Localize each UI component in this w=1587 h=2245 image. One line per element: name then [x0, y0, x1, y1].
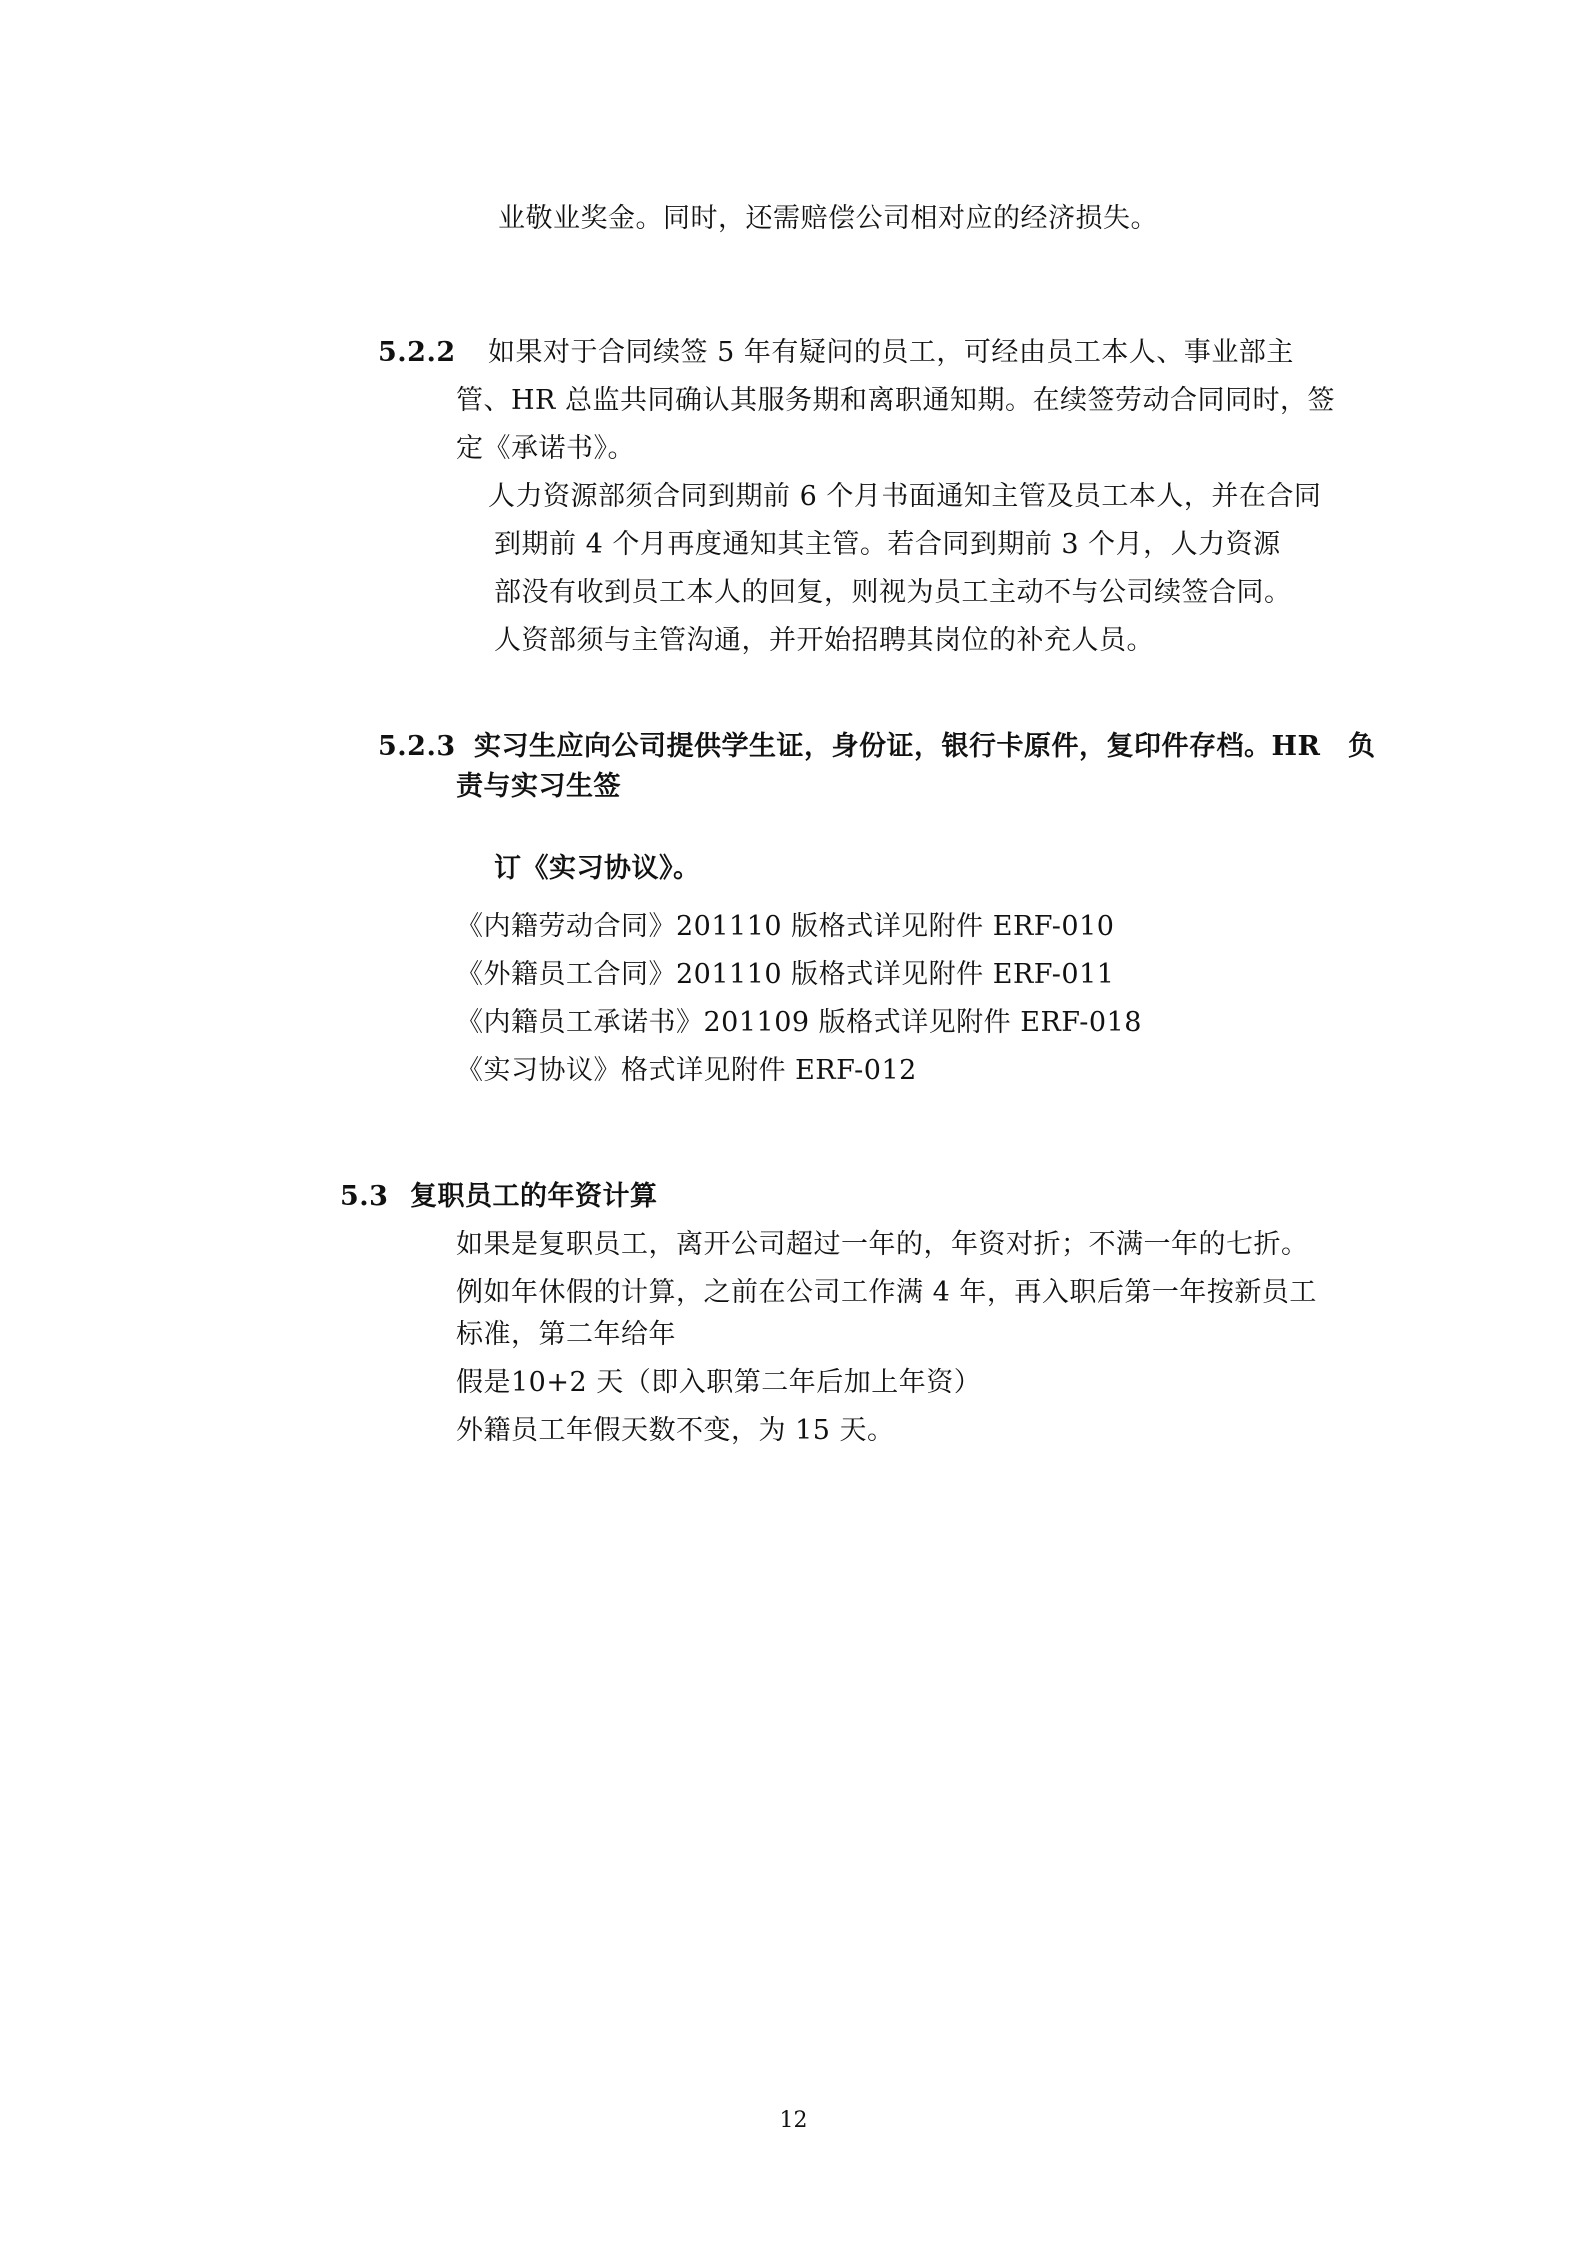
paragraph-line: 管、HR 总监共同确认其服务期和离职通知期。在续签劳动合同同时，签	[456, 385, 1335, 416]
paragraph-line: 标准，第二年给年	[456, 1319, 676, 1350]
paragraph-line: 订《实习协议》。	[494, 853, 701, 884]
paragraph-text: 实习生应向公司提供学生证，身份证，银行卡原件，复印件存档。HR 负	[474, 731, 1376, 762]
section-number: 5.2.3	[378, 731, 456, 762]
paragraph-line: 责与实习生签	[456, 771, 621, 802]
section-number: 5.2.2	[378, 337, 456, 368]
attachment-item: 《外籍员工合同》201110 版格式详见附件 ERF-011	[456, 959, 1115, 990]
paragraph-line: 外籍员工年假天数不变，为 15 天。	[456, 1415, 895, 1446]
section-5-2-2-line	[378, 336, 1294, 370]
intro-line: 业敬业奖金。同时，还需赔偿公司相对应的经济损失。	[498, 203, 1158, 234]
paragraph-line: 到期前 4 个月再度通知其主管。若合同到期前 3 个月，人力资源	[494, 529, 1281, 560]
paragraph-line: 人力资源部须合同到期前 6 个月书面通知主管及员工本人，并在合同	[488, 481, 1322, 512]
attachment-item: 《实习协议》格式详见附件 ERF-012	[456, 1055, 917, 1086]
paragraph-line: 如果是复职员工，离开公司超过一年的，年资对折；不满一年的七折。	[456, 1229, 1309, 1260]
attachment-item: 《内籍员工承诺书》201109 版格式详见附件 ERF-018	[456, 1007, 1142, 1038]
paragraph-line: 部没有收到员工本人的回复，则视为员工主动不与公司续签合同。	[494, 577, 1292, 608]
paragraph-line: 定《承诺书》。	[456, 433, 635, 464]
section-title: 复职员工的年资计算	[410, 1181, 658, 1212]
paragraph-line: 假是10+2 天（即入职第二年后加上年资）	[456, 1367, 982, 1398]
attachment-item: 《内籍劳动合同》201110 版格式详见附件 ERF-010	[456, 911, 1115, 942]
page-number: 12	[779, 2108, 808, 2133]
paragraph-line: 人资部须与主管沟通，并开始招聘其岗位的补充人员。	[494, 625, 1154, 656]
section-5-2-3-line	[378, 730, 1375, 764]
section-5-3-heading	[340, 1180, 658, 1214]
section-number: 5.3	[340, 1181, 389, 1212]
paragraph-text: 如果对于合同续签 5 年有疑问的员工，可经由员工本人、事业部主	[488, 337, 1294, 368]
paragraph-line: 例如年休假的计算，之前在公司工作满 4 年，再入职后第一年按新员工	[456, 1277, 1317, 1308]
